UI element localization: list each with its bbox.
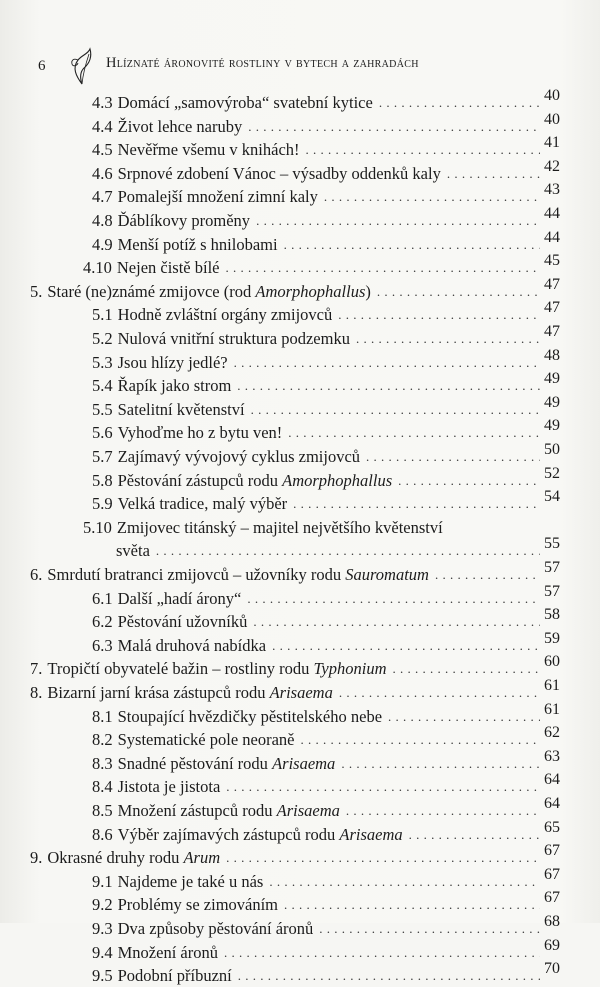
toc-page-number: 57 [544,559,560,576]
toc-title [118,234,278,256]
toc-title-text: Pomalejší množení zimní kaly [117,187,318,207]
toc-title [118,965,232,987]
toc-title [118,894,278,916]
dot-leader [339,682,540,704]
toc-title [47,847,220,869]
toc-page-number: 41 [544,134,560,152]
toc-page-number: 40 [544,87,560,104]
toc-title [118,422,283,444]
toc-title-text: Hodně zvláštní orgány zmijovců [117,305,333,325]
toc-title-text: Smrdutí bratranci zmijovců – užovníky rodu [47,565,346,584]
toc-title [118,776,221,798]
toc-number: 4.9 [92,234,113,254]
dot-leader [341,753,540,775]
toc-page-number: 59 [544,629,560,647]
toc-title-italic: Amorphophallus [255,281,366,301]
dot-leader [156,540,540,562]
toc-title-text: Dva způsoby pěstování áronů [117,919,314,938]
toc-title [47,281,371,303]
toc-number: 5.8 [92,470,113,490]
toc-number: 4.3 [92,93,113,112]
toc-entry [92,582,560,610]
toc-page-number: 40 [544,110,560,128]
toc-page-number: 57 [544,582,560,600]
toc-entry [116,535,560,562]
toc-title-text: Tropičtí obyvatelé bažin – rostliny rodu [47,659,314,679]
toc-page-number: 64 [544,795,560,812]
toc-title-text: Srpnové zdobení Vánoc – výsadby oddenků kaly [117,163,441,183]
dot-leader [226,257,540,279]
toc-entry [92,417,560,444]
toc-number: 9. [30,848,43,868]
toc-title [116,540,150,562]
dot-leader [272,635,540,657]
toc-entry [92,157,560,185]
dot-leader [251,399,540,421]
toc-entry [92,464,560,492]
toc-title [118,871,264,893]
toc-page-number: 63 [544,747,560,765]
toc-page-number: 58 [544,606,560,624]
toc-number: 9.4 [92,942,113,962]
toc-title [47,658,386,680]
dot-leader [324,186,540,208]
toc-page-number: 43 [544,181,560,199]
toc-page-number: 61 [544,677,560,694]
toc-page-number: 60 [544,653,560,671]
toc-entry [92,205,560,232]
toc-title-text: Nulová vnitřní struktura podzemku [117,329,350,348]
toc-entry [92,747,560,775]
toc-chapter [30,275,560,303]
dot-leader [248,116,540,138]
running-head: Hlíznaté áronovité rostliny v bytech a zahradách [106,55,419,71]
toc-title-text: Staré (ne)známé zmijovce (rod [47,281,256,301]
toc-entry [92,323,560,350]
toc-entry [92,488,560,515]
toc-title-text: Množení zástupců rodu [117,801,277,820]
toc-title-text: Vyhoďme ho z bytu ven! [117,423,283,443]
toc-number: 5.10 [83,517,112,537]
dot-leader [377,281,540,303]
dot-leader [300,729,540,751]
toc-page-number: 54 [544,488,560,506]
toc-title-text: Podobní příbuzní [117,966,232,986]
toc-title [117,257,220,279]
toc-title-text: Jsou hlízy jedlé? [117,352,228,372]
toc-entry [92,441,560,468]
toc-page-number: 67 [544,865,560,883]
toc-title [118,493,288,515]
toc-page-number: 49 [544,417,560,435]
toc-title-italic: Arisaema [272,753,336,773]
toc-title-text: Zajímavý vývojový cyklus zmijovců [117,447,361,466]
toc-page-number: 47 [544,299,560,317]
dot-leader [379,92,540,114]
toc-title [118,942,218,964]
toc-page-number: 50 [544,441,560,458]
toc-title-text: světa [116,541,150,561]
toc-title-text: Řapík jako strom [117,376,232,396]
toc-title [118,163,441,185]
toc-chapter [30,559,560,586]
toc-title-italic: Amorphophallus [282,470,393,490]
toc-number: 8.4 [92,777,113,797]
toc-title [118,753,336,775]
toc-entry [92,393,560,421]
toc-title-text: Okrasné druhy rodu [47,848,184,868]
toc-title-text: Snadné pěstování rodu [117,753,273,773]
toc-title [118,375,232,397]
toc-title [47,682,332,704]
toc-title-text: Výběr zajímavých zástupců rodu [117,824,340,844]
toc-title [118,446,360,468]
dot-leader [388,706,540,728]
dot-leader [269,871,540,893]
toc-entry [92,346,560,374]
toc-entry [92,134,560,161]
toc-title-italic: Arisaema [339,824,403,844]
dot-leader [284,894,540,916]
toc-number: 5.2 [92,329,113,348]
toc-page-number: 52 [544,464,560,482]
toc-title-text: Nejen čistě bílé [116,258,220,278]
toc-number: 5.4 [92,376,113,396]
toc-number: 5.7 [92,447,113,466]
toc-chapter [30,677,560,704]
toc-number: 5.9 [92,494,113,514]
dot-leader [393,658,540,680]
page-header [20,52,580,80]
toc-title-text: Satelitní květenství [117,399,245,419]
dot-leader [226,776,540,798]
toc-title-text: Jistota je jistota [117,777,221,797]
toc-number: 6.3 [92,635,113,655]
toc-title-text: Množení áronů [117,942,218,962]
toc-title [118,186,318,208]
toc-title [47,564,429,586]
toc-entry [92,889,560,916]
toc-number: 5.5 [92,399,113,419]
toc-number: 5. [30,281,43,301]
toc-page-number: 67 [544,889,560,907]
toc-number: 8.5 [92,801,113,820]
toc-title [118,824,403,846]
toc-page-number: 47 [544,323,560,340]
dot-leader [356,328,540,350]
toc-title-text: Pěstování užovníků [117,612,248,632]
dot-leader [234,352,540,374]
dot-leader [247,588,540,610]
dot-leader [435,564,540,586]
toc-page-number: 47 [544,275,560,293]
toc-title-text: Pěstování zástupců rodu [117,470,283,490]
dot-leader [237,375,540,397]
dot-leader [338,304,540,326]
toc-title-italic: Arisaema [276,801,340,820]
toc-title-text: Systematické pole neoraně [117,730,295,750]
toc-title-text: Zmijovec titánský – majitel největšího květenství [116,517,443,537]
toc-entry [92,960,560,987]
toc-title [118,304,333,326]
toc-number: 8.3 [92,753,113,773]
toc-title-text: Život lehce naruby [117,116,243,136]
toc-title [118,328,350,350]
toc-number: 6.2 [92,612,113,632]
leaf-ornament-icon [68,46,96,86]
toc-page-number: 69 [544,936,560,954]
toc-entry [92,110,560,138]
toc-title [118,588,242,610]
toc-title-text: Ďáblíkovy proměny [117,211,251,230]
toc-entry [92,724,560,751]
toc-title [118,92,373,114]
toc-title-text: Domácí „samovýroba“ svatební kytice [117,93,373,112]
dot-leader [366,446,540,468]
dot-leader [288,422,540,444]
toc-page-number: 68 [544,913,560,930]
toc-entry [92,913,560,940]
dot-leader [256,210,540,232]
toc-title [118,470,393,492]
toc-entry [92,771,560,798]
toc-page-number: 65 [544,818,560,836]
toc-title [118,116,243,138]
toc-title [118,800,340,822]
toc-title [118,139,300,161]
dot-leader [226,847,540,869]
toc-entry [92,228,560,256]
toc-page-number: 62 [544,724,560,742]
dot-leader [306,139,540,161]
dot-leader [238,965,540,987]
toc-title-text: Problémy se zimováním [117,895,279,915]
toc-number: 8.1 [92,706,113,726]
toc-number: 5.1 [92,305,113,325]
dot-leader [447,163,540,185]
toc-title-italic: Typhonium [313,659,387,679]
toc-page-number: 49 [544,370,560,388]
page-number: 6 [38,58,46,74]
toc-entry [92,865,560,893]
toc-number: 8.2 [92,730,113,750]
toc-title [118,729,295,751]
dot-leader [253,611,540,633]
toc-entry [92,936,560,964]
toc-title-italic: Arum [183,848,221,868]
toc-entry [92,795,560,822]
dot-leader [224,942,540,964]
toc-title-text: Bizarní jarní krása zástupců rodu [47,683,270,702]
toc-title-text: Menší potíž s hnilobami [117,234,278,254]
toc-page-number: 55 [544,535,560,553]
toc-number: 4.8 [92,211,113,230]
toc-entry [92,606,560,633]
toc-number: 8.6 [92,824,113,844]
toc-entry [92,629,560,657]
toc-number: 4.4 [92,116,113,136]
toc-title [118,352,228,374]
toc-number: 6.1 [92,588,113,608]
toc-number: 6. [30,565,43,584]
dot-leader [319,918,540,940]
toc-number: 7. [30,659,43,679]
toc-number: 9.3 [92,919,113,938]
dot-leader [293,493,540,515]
dot-leader [284,234,540,256]
toc-page-number: 61 [544,700,560,718]
toc-entry [92,87,560,114]
toc-entry [92,370,560,397]
toc-title [118,611,248,633]
toc-title-text: Nevěřme všemu v knihách! [117,140,300,160]
toc-page-number: 48 [544,346,560,364]
toc-chapter [30,653,560,680]
toc-chapter [30,842,560,869]
toc-number: 4.7 [92,187,113,207]
toc-page-number: 49 [544,393,560,411]
toc-entry [92,818,560,846]
toc-entry [92,700,560,728]
toc-title-text: Najdeme je také u nás [117,871,264,891]
toc-number: 4.5 [92,140,113,160]
toc-page-number: 42 [544,157,560,175]
toc-page-number: 64 [544,771,560,789]
toc-title [118,399,245,421]
dot-leader [346,800,540,822]
toc-number: 5.6 [92,423,113,443]
toc-title [118,210,250,232]
toc-number: 5.3 [92,352,113,372]
toc-number: 4.10 [83,258,112,278]
toc-title [118,706,382,728]
toc-number: 4.6 [92,163,113,183]
toc-page-number: 44 [544,205,560,222]
dot-leader [409,824,540,846]
toc-title-italic: Sauromatum [345,565,429,584]
toc-page-number: 70 [544,960,560,978]
toc-title-text: Stoupající hvězdičky pěstitelského nebe [117,706,383,726]
toc-entry [92,299,560,326]
toc-title [118,918,314,940]
toc-page-number: 44 [544,228,560,246]
toc-title-text: Velká tradice, malý výběr [117,494,288,514]
toc-page-number: 45 [544,252,560,270]
toc-title-text: Malá druhová nabídka [117,635,267,655]
dot-leader [398,470,540,492]
toc-page-number: 67 [544,842,560,860]
toc-title [117,517,443,539]
toc-title-end: ) [365,281,371,301]
toc-entry [83,252,560,279]
toc-title-italic: Arisaema [269,683,333,702]
toc-number: 9.2 [92,895,113,915]
toc-entry [83,517,560,539]
toc-number: 9.1 [92,871,113,891]
toc-title [118,635,266,657]
toc-number: 9.5 [92,966,113,986]
toc-number: 8. [30,683,43,702]
toc-title-text: Další „hadí árony“ [117,588,242,608]
toc-entry [92,181,560,208]
